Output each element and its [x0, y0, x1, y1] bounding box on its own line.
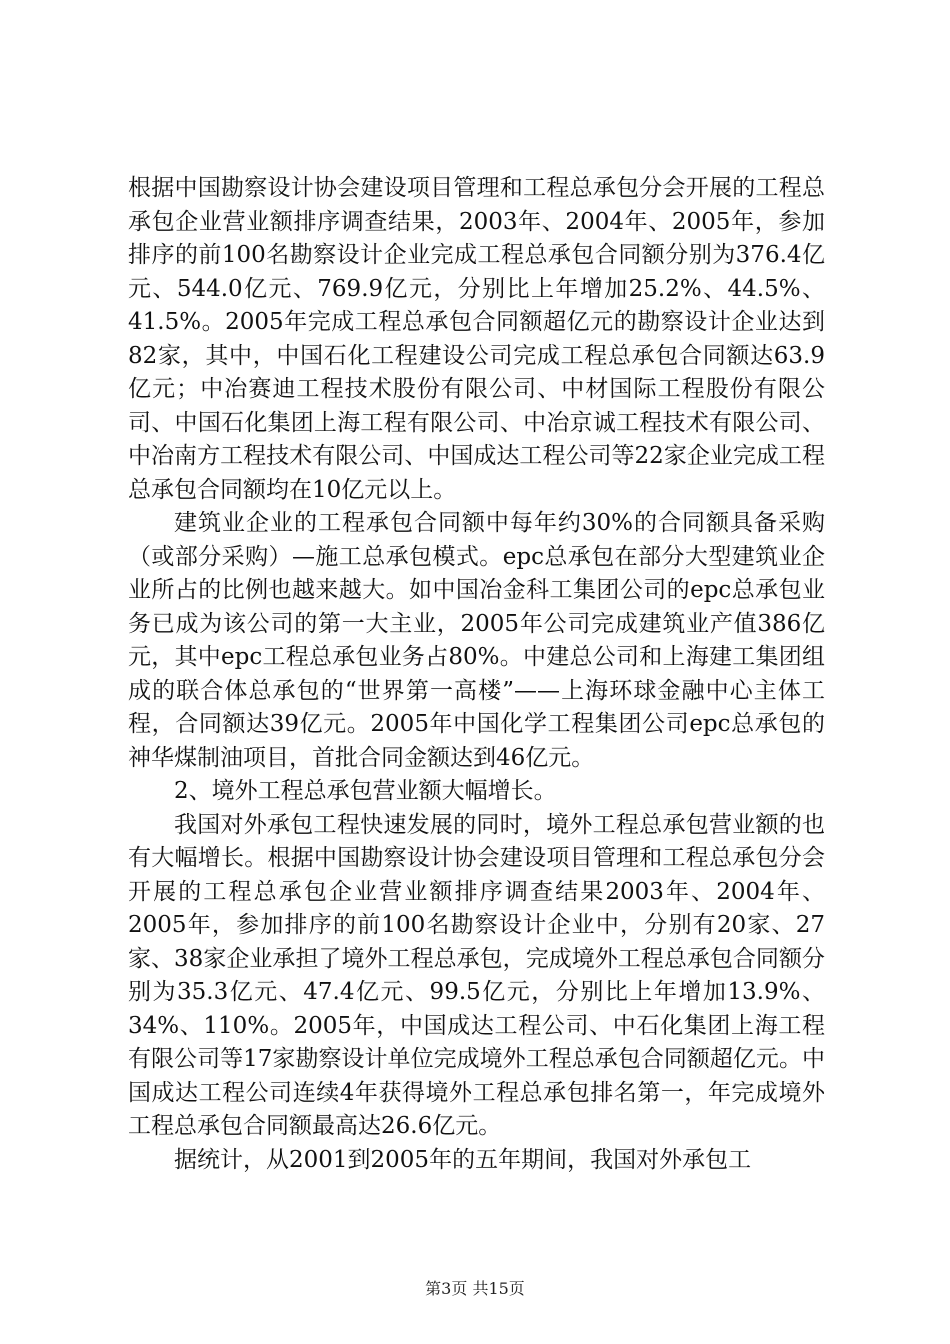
- paragraph-construction-enterprises: 建筑业企业的工程承包合同额中每年约30%的合同额具备采购（或部分采购）—施工总承包模式。epc总承包在部分大型建筑业企业所占的比例也越来越大。如中国冶金科工集团公司的epc总承包业务已成为该公司的第一大主业，2005年公司完成建筑业产值386亿元，其中epc工程总承包业务占80%。中建总公司和上海建工集团组成的联合体总承包的“世界第一高楼”——上海环球金融中心主体工程，合同额达39亿元。2005年中国化学工程集团公司epc总承包的神华煤制油项目，首批合同金额达到46亿元。: [128, 510, 825, 771]
- section-heading-overseas-growth: 2、境外工程总承包营业额大幅增长。: [174, 778, 557, 804]
- paragraph-domestic-epc-results: 根据中国勘察设计协会建设项目管理和工程总承包分会开展的工程总承包企业营业额排序调查结果，2003年、2004年、2005年，参加排序的前100名勘察设计企业完成工程总承包合同额分别为376.4亿元、544.0亿元、769.9亿元，分别比上年增加25.2%、44.5%、41.5%。2005年完成工程总承包合同额超亿元的勘察设计企业达到82家，其中，中国石化工程建设公司完成工程总承包合同额达63.9亿元；中冶赛迪工程技术股份有限公司、中材国际工程股份有限公司、中国石化集团上海工程有限公司、中冶京诚工程技术有限公司、中冶南方工程技术有限公司、中国成达工程公司等22家企业完成工程总承包合同额均在10亿元以上。: [128, 175, 825, 503]
- page-number-footer: 第3页 共15页: [425, 1279, 525, 1298]
- document-body: [128, 172, 825, 1177]
- paragraph-statistics-start: 据统计，从2001到2005年的五年期间，我国对外承包工: [174, 1146, 752, 1173]
- paragraph-overseas-epc-results: 我国对外承包工程快速发展的同时，境外工程总承包营业额的也有大幅增长。根据中国勘察设计协会建设项目管理和工程总承包分会开展的工程总承包企业营业额排序调查结果2003年、2004年、2005年，参加排序的前100名勘察设计企业中，分别有20家、27家、38家企业承担了境外工程总承包，完成境外工程总承包合同额分别为35.3亿元、47.4亿元、99.5亿元，分别比上年增加13.9%、34%、110%。2005年，中国成达工程公司、中石化集团上海工程有限公司等17家勘察设计单位完成境外工程总承包合同额超亿元。中国成达工程公司连续4年获得境外工程总承包排名第一，年完成境外工程总承包合同额最高达26.6亿元。: [128, 811, 825, 1139]
